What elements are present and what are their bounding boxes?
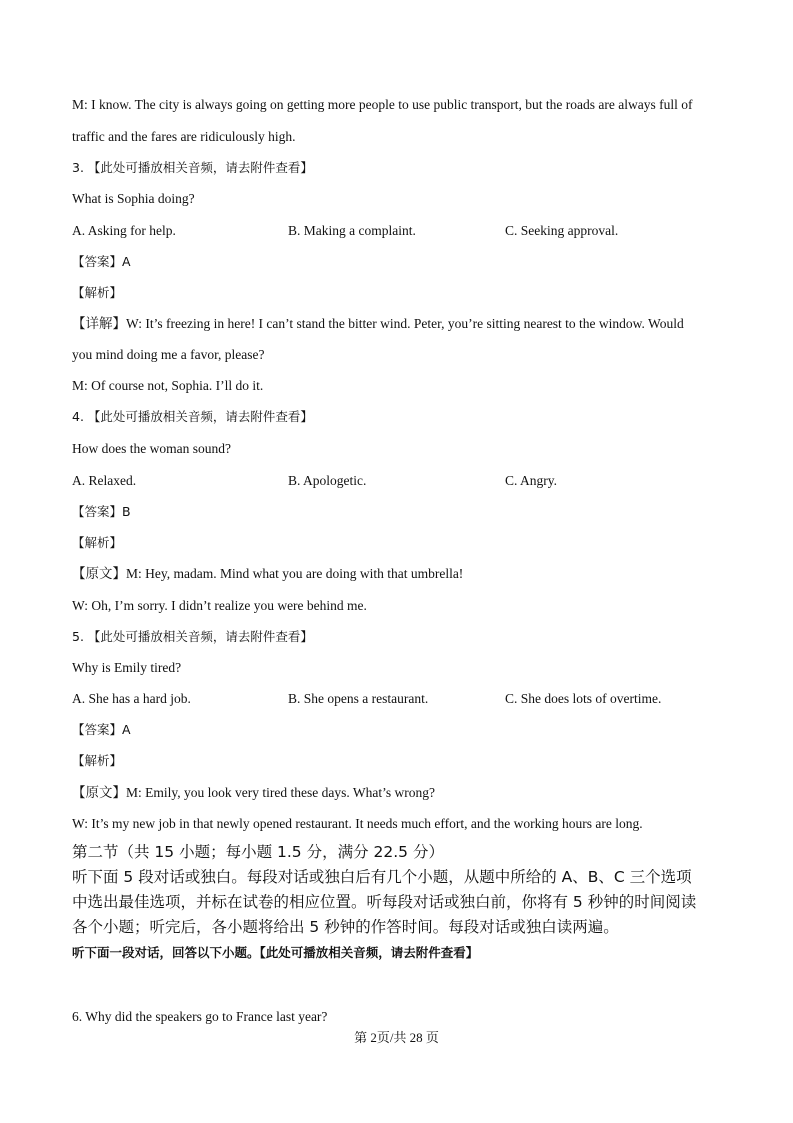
question-heading: 3. 【此处可播放相关音频，请去附件查看】 <box>72 160 313 175</box>
question-text: 6. Why did the speakers go to France last year? <box>72 1009 328 1024</box>
answer-label: 【答案】A <box>72 254 131 269</box>
section-instruction: 中选出最佳选项，并标在试卷的相应位置。听每段对话或独白前，你将有 5 秒钟的时间阅读 <box>72 893 697 911</box>
detail-text: you mind doing me a favor, please? <box>72 347 265 362</box>
option-a: A. Asking for help. <box>72 223 176 238</box>
option-b: B. Apologetic. <box>288 473 367 488</box>
section-instruction: 各个小题；听完后，各小题将给出 5 秒钟的作答时间。每段对话或独白读两遍。 <box>72 918 619 936</box>
original-text: 【原文】M: Emily, you look very tired these days. What’s wrong? <box>72 785 435 800</box>
option-b: B. Making a complaint. <box>288 223 416 238</box>
section-instruction: 听下面一段对话，回答以下小题。【此处可播放相关音频，请去附件查看】 <box>72 945 479 960</box>
analysis-label: 【解析】 <box>72 285 123 300</box>
original-text: W: It’s my new job in that newly opened restaurant. It needs much effort, and the working hours are long. <box>72 816 643 831</box>
answer-label: 【答案】A <box>72 722 131 737</box>
original-text: 【原文】M: Hey, madam. Mind what you are doing with that umbrella! <box>72 566 464 581</box>
question-text: How does the woman sound? <box>72 441 231 456</box>
detail-text: M: Of course not, Sophia. I’ll do it. <box>72 378 264 393</box>
option-c: C. She does lots of overtime. <box>505 691 662 706</box>
dialogue-line: traffic and the fares are ridiculously high. <box>72 129 296 144</box>
option-a: A. She has a hard job. <box>72 691 191 706</box>
option-c: C. Seeking approval. <box>505 223 619 238</box>
original-text: W: Oh, I’m sorry. I didn’t realize you were behind me. <box>72 598 367 613</box>
option-c: C. Angry. <box>505 473 558 488</box>
option-b: B. She opens a restaurant. <box>288 691 429 706</box>
answer-label: 【答案】B <box>72 504 131 519</box>
section-instruction: 听下面 5 段对话或独白。每段对话或独白后有几个小题，从题中所给的 A、B、C 三个选项 <box>72 868 692 886</box>
page-number: 第 2页/共 28 页 <box>354 1030 439 1045</box>
analysis-label: 【解析】 <box>72 753 123 768</box>
section-title: 第二节（共 15 小题；每小题 1.5 分，满分 22.5 分） <box>72 843 444 861</box>
dialogue-line: M: I know. The city is always going on getting more people to use public transport, but the roads are always full of <box>72 97 693 112</box>
question-text: What is Sophia doing? <box>72 191 195 206</box>
detail-text: 【详解】W: It’s freezing in here! I can’t stand the bitter wind. Peter, you’re sitting nearest to the window. Would <box>72 316 684 331</box>
analysis-label: 【解析】 <box>72 535 123 550</box>
question-text: Why is Emily tired? <box>72 660 182 675</box>
question-heading: 5. 【此处可播放相关音频，请去附件查看】 <box>72 629 313 644</box>
option-a: A. Relaxed. <box>72 473 137 488</box>
question-heading: 4. 【此处可播放相关音频，请去附件查看】 <box>72 409 313 424</box>
